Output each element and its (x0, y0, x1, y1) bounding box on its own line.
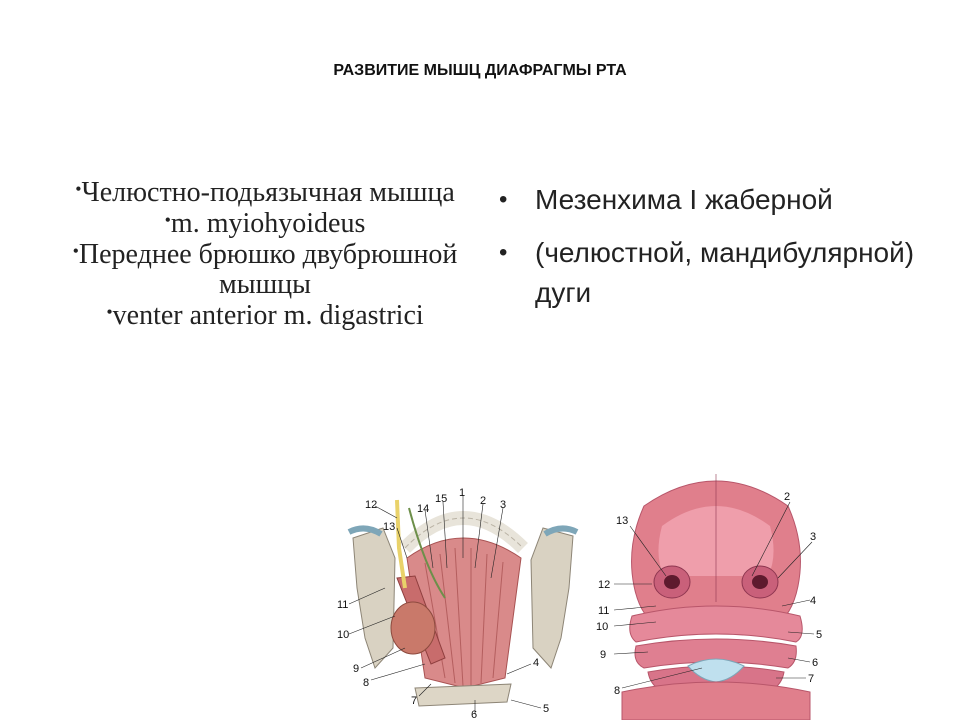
embryo-illustration (592, 466, 840, 720)
right-item-1 (495, 180, 925, 220)
anatomy-label: 9 (353, 663, 360, 675)
anatomy-illustration (335, 488, 590, 720)
left-item-1 (60, 178, 470, 209)
submandibular-gland (391, 602, 435, 654)
left-item-4 (60, 301, 470, 332)
embryo-label: 10 (596, 621, 609, 633)
bullet: • (164, 209, 171, 230)
embryo-label: 3 (810, 531, 817, 543)
anatomy-label: 3 (500, 499, 507, 511)
right-column-text (495, 180, 925, 326)
nasal-pit-right-inner (752, 575, 768, 589)
anatomy-label: 15 (435, 493, 448, 505)
left-item-text: m. myiohyoideus (170, 207, 366, 239)
embryo-label: 2 (784, 491, 791, 503)
right-item-text: (челюстной, мандибулярной) дуги (535, 237, 915, 308)
bullet: • (75, 179, 82, 199)
nasal-pit-left-inner (664, 575, 680, 589)
embryo-label: 7 (808, 673, 815, 685)
embryo-neck (622, 682, 810, 720)
anatomy-label: 4 (533, 657, 540, 669)
anatomy-label: 13 (383, 521, 396, 533)
left-item-text: Переднее брюшко двубрюшной мышцы (78, 238, 458, 301)
embryo-label: 12 (598, 579, 611, 591)
cartilage-left (349, 528, 381, 534)
mandible-right (531, 528, 573, 668)
anatomy-label: 12 (365, 499, 378, 511)
left-item-3 (60, 240, 470, 302)
bullet: • (106, 302, 113, 323)
embryo-label: 4 (810, 595, 817, 607)
right-item-2 (495, 233, 925, 313)
embryo-label: 5 (816, 629, 823, 641)
anatomy-label: 1 (459, 488, 466, 499)
mandible-left (353, 528, 395, 668)
bullet: • (72, 240, 79, 261)
anatomy-label: 11 (337, 599, 349, 611)
bullet: • (499, 239, 508, 266)
bullet: • (499, 186, 508, 213)
left-item-text: Челюстно-подьязычная мышца (81, 177, 455, 208)
left-item-2 (60, 209, 470, 240)
slide-title: РАЗВИТИЕ МЫШЦ ДИАФРАГМЫ РТА (333, 62, 627, 79)
anatomy-label: 6 (471, 709, 478, 720)
embryo-label: 9 (600, 649, 607, 661)
embryo-label: 13 (616, 515, 629, 527)
anatomy-label: 10 (337, 629, 350, 641)
right-item-text: Мезенхима I жаберной (535, 184, 833, 215)
hyoid-bone (415, 684, 511, 706)
embryo-label: 11 (598, 605, 610, 617)
anatomy-label: 5 (543, 703, 550, 715)
embryo-label: 8 (614, 685, 621, 697)
mandibular-arch (630, 606, 803, 642)
embryo-label: 6 (812, 657, 819, 669)
anatomy-label: 14 (417, 503, 430, 515)
left-column-text (60, 178, 470, 332)
anatomy-label: 2 (480, 495, 487, 507)
anatomy-label: 7 (411, 695, 418, 707)
left-item-text: venter anterior m. digastrici (112, 300, 424, 332)
anatomy-label: 8 (363, 677, 370, 689)
